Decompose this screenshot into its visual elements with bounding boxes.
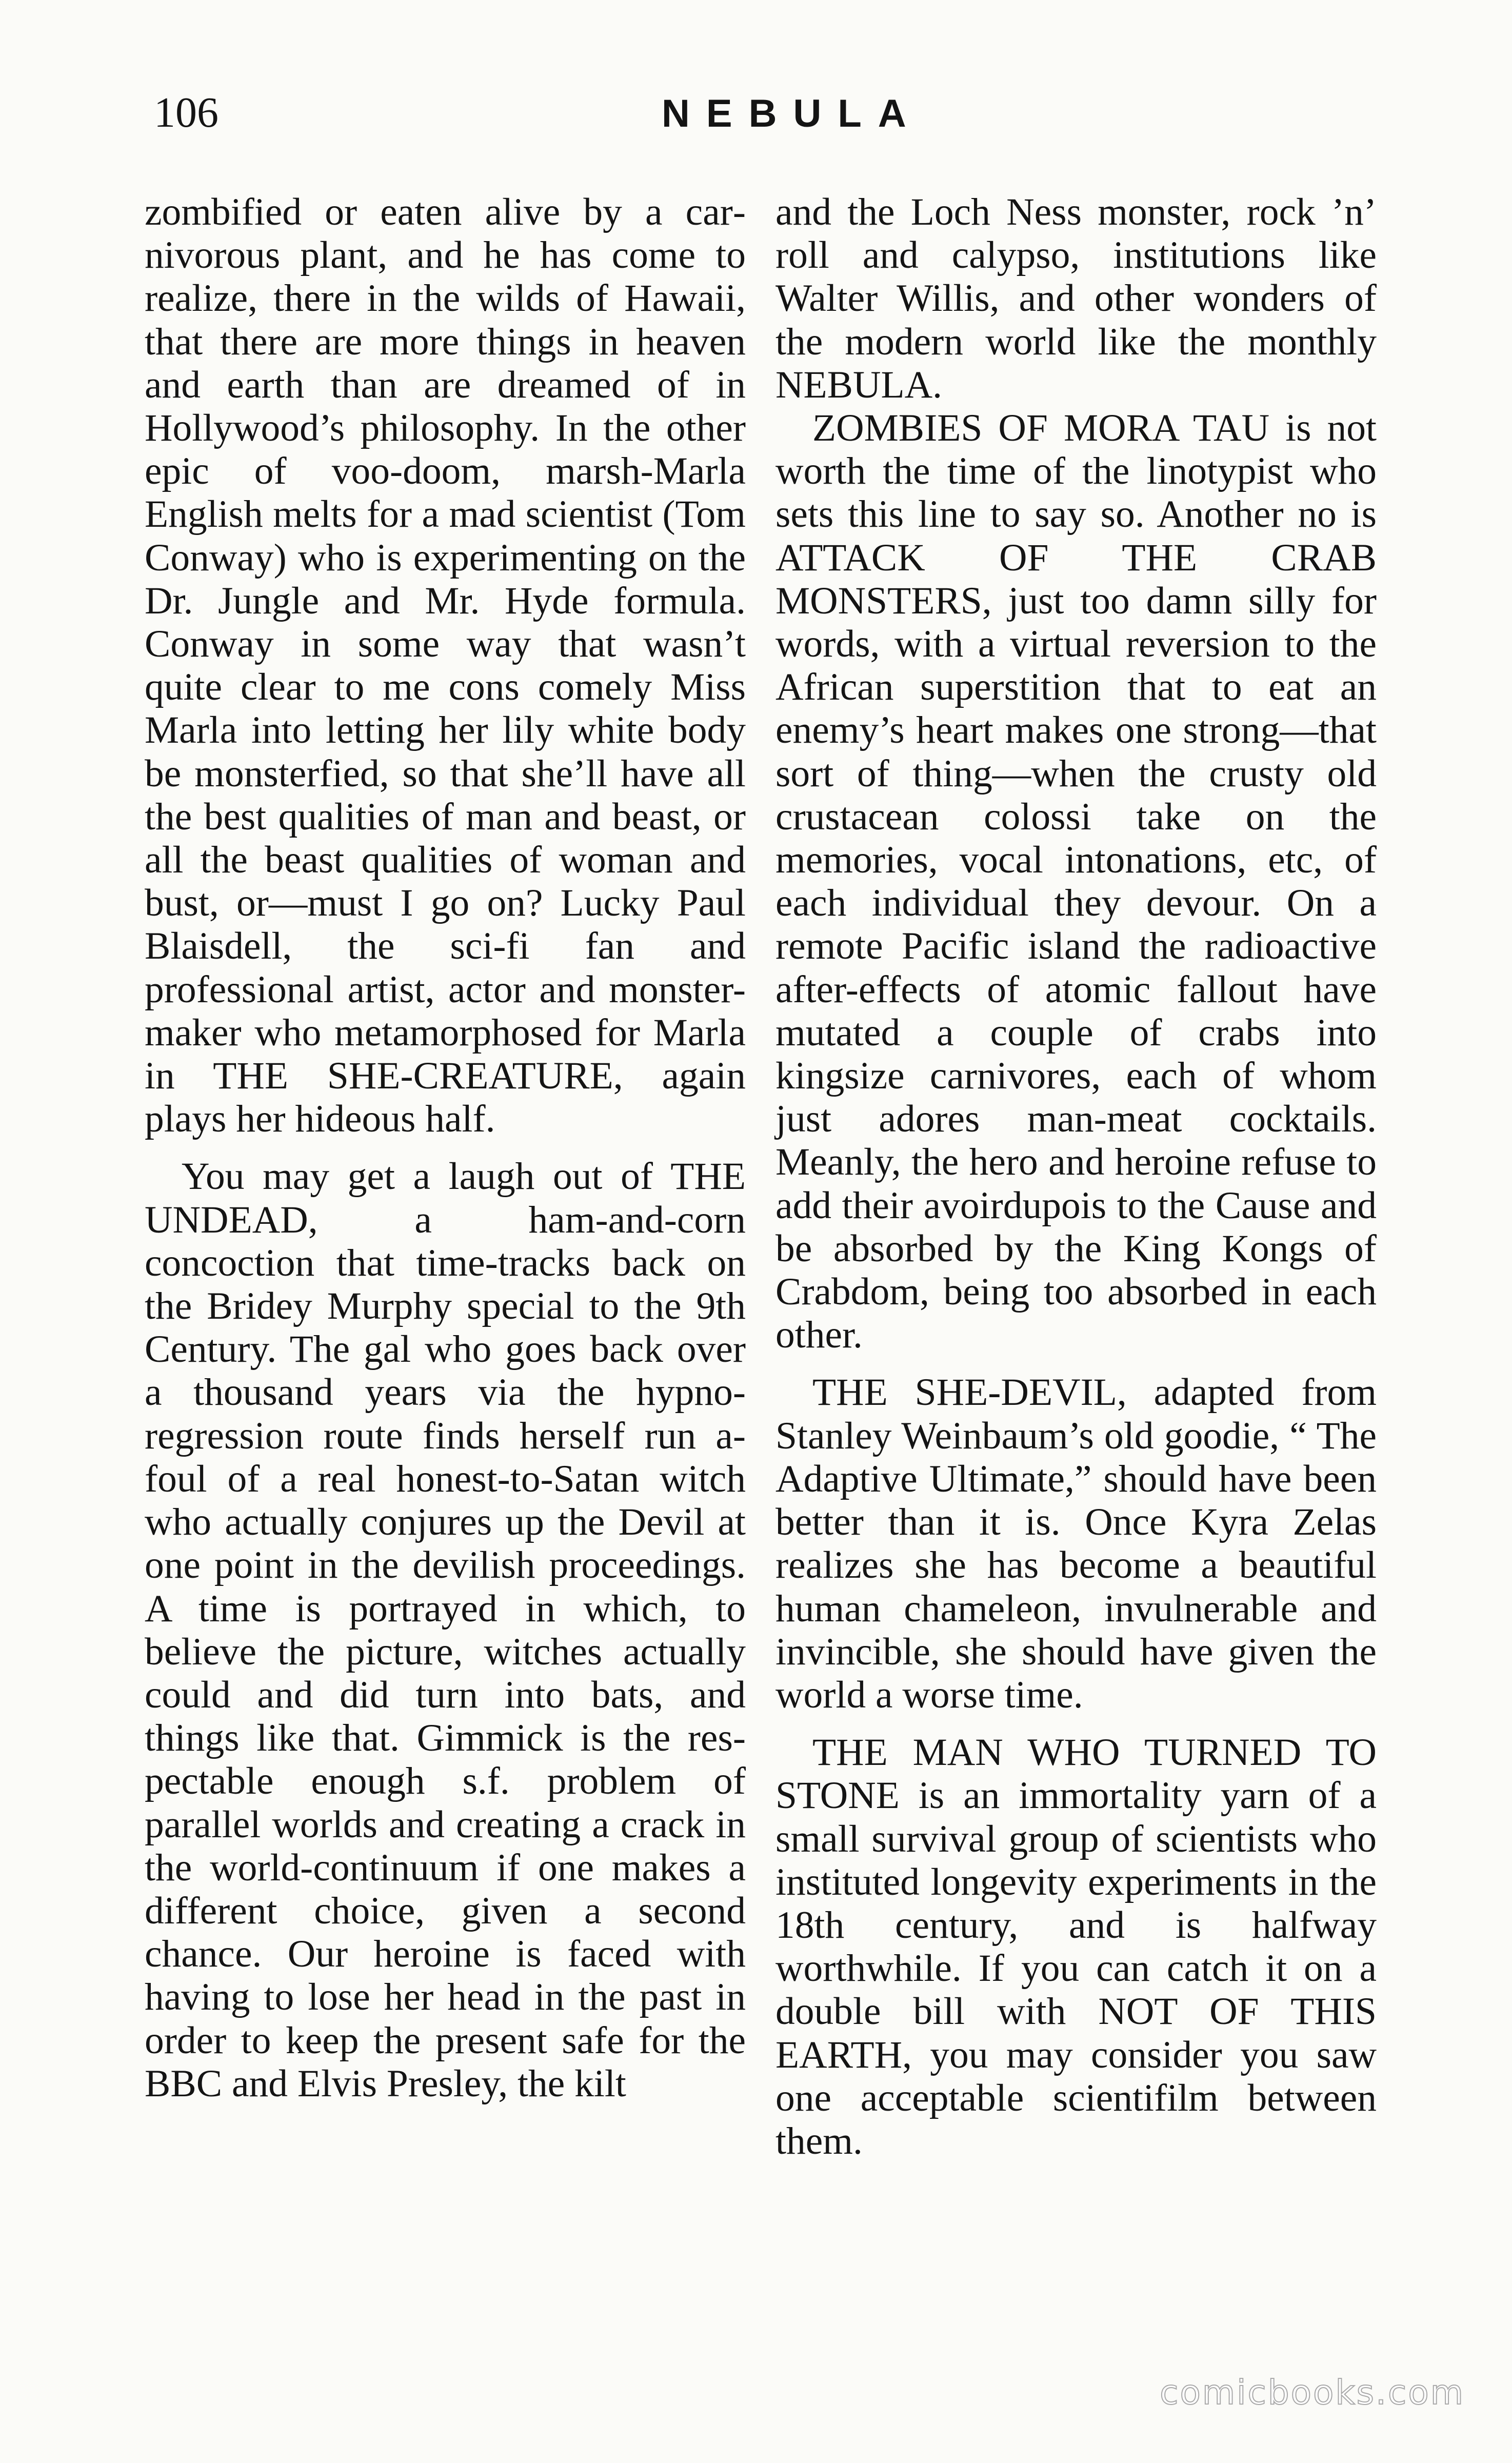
left-column — [145, 191, 746, 2106]
left-paragraph-2: You may get a laugh out of THE UNDEAD, a ham-and-corn concoction that time-tracks back on the Bridey Murphy special to the 9th Century. The gal who goes back over a thousand years via the hypno-regression route finds herself run a-foul of a real honest-to-Satan witch who actually conjures up the Devil at one point in the devilish proceedings. A time is portrayed in which, to believe the picture, witches actually could and did turn into bats, and things like that. Gimmick is the respectable enough s.f. problem of parallel worlds and creating a crack in the world-continuum if one makes a different choice, given a second chance. Our heroine is faced with having to lose her head in the past in order to keep the present safe for the BBC and Elvis Presley, the kilt — [145, 1155, 746, 2105]
page-number: 106 — [154, 89, 218, 136]
right-paragraph-1: and the Loch Ness monster, rock ’n’ roll and calypso, institutions like Walter Willis, and other wonders of the modern world like the monthly NEBULA. — [775, 191, 1377, 406]
watermark: comicbooks.com — [1160, 2373, 1465, 2412]
right-paragraph-4: THE MAN WHO TURNED TO STONE is an immortality yarn of a small survival group of scientists who instituted longevity experiments in the 18th century, and is halfway worthwhile. If you can catch it on a double bill with NOT OF THIS EARTH, you may consider you saw one acceptable scientifilm between them. — [775, 1731, 1377, 2162]
running-head: NEBULA — [662, 92, 923, 135]
right-column — [775, 191, 1377, 2163]
right-paragraph-2: ZOMBIES OF MORA TAU is not worth the time of the linotypist who sets this line to say so. Another no is ATTACK OF THE CRAB MONSTERS, just too damn silly for words, with a virtual reversion to the African superstition that to eat an enemy’s heart makes one strong—that sort of thing—when the crusty old crustacean colossi take on the memories, vocal intonations, etc, of each individual they devour. On a remote Pacific island the radioactive after-effects of atomic fallout have mutated a couple of crabs into kingsize carnivores, each of whom just adores man-meat cocktails. Meanly, the hero and heroine refuse to add their avoirdupois to the Cause and be absorbed by the King Kongs of Crabdom, being too absorbed in each other. — [775, 407, 1377, 1357]
left-paragraph-1: zombified or eaten alive by a carnivorous plant, and he has come to realize, there in the wilds of Hawaii, that there are more things in heaven and earth than are dreamed of in Hollywood’s philosophy. In the other epic of voo-doom, marsh-Marla English melts for a mad scientist (Tom Conway) who is experimenting on the Dr. Jungle and Mr. Hyde formula. Conway in some way that wasn’t quite clear to me cons comely Miss Marla into letting her lily white body be monsterfied, so that she’ll have all the best qualities of man and beast, or all the beast qualities of woman and bust, or—must I go on? Lucky Paul Blaisdell, the sci-fi fan and professional artist, actor and monster-maker who metamorphosed for Marla in THE SHE-CREATURE, again plays her hideous half. — [145, 191, 746, 1141]
right-paragraph-3: THE SHE-DEVIL, adapted from Stanley Weinbaum’s old goodie, “ The Adaptive Ultimate,” should have been better than it is. Once Kyra Zelas realizes she has become a beautiful human chameleon, invulnerable and invincible, she should have given the world a worse time. — [775, 1371, 1377, 1716]
